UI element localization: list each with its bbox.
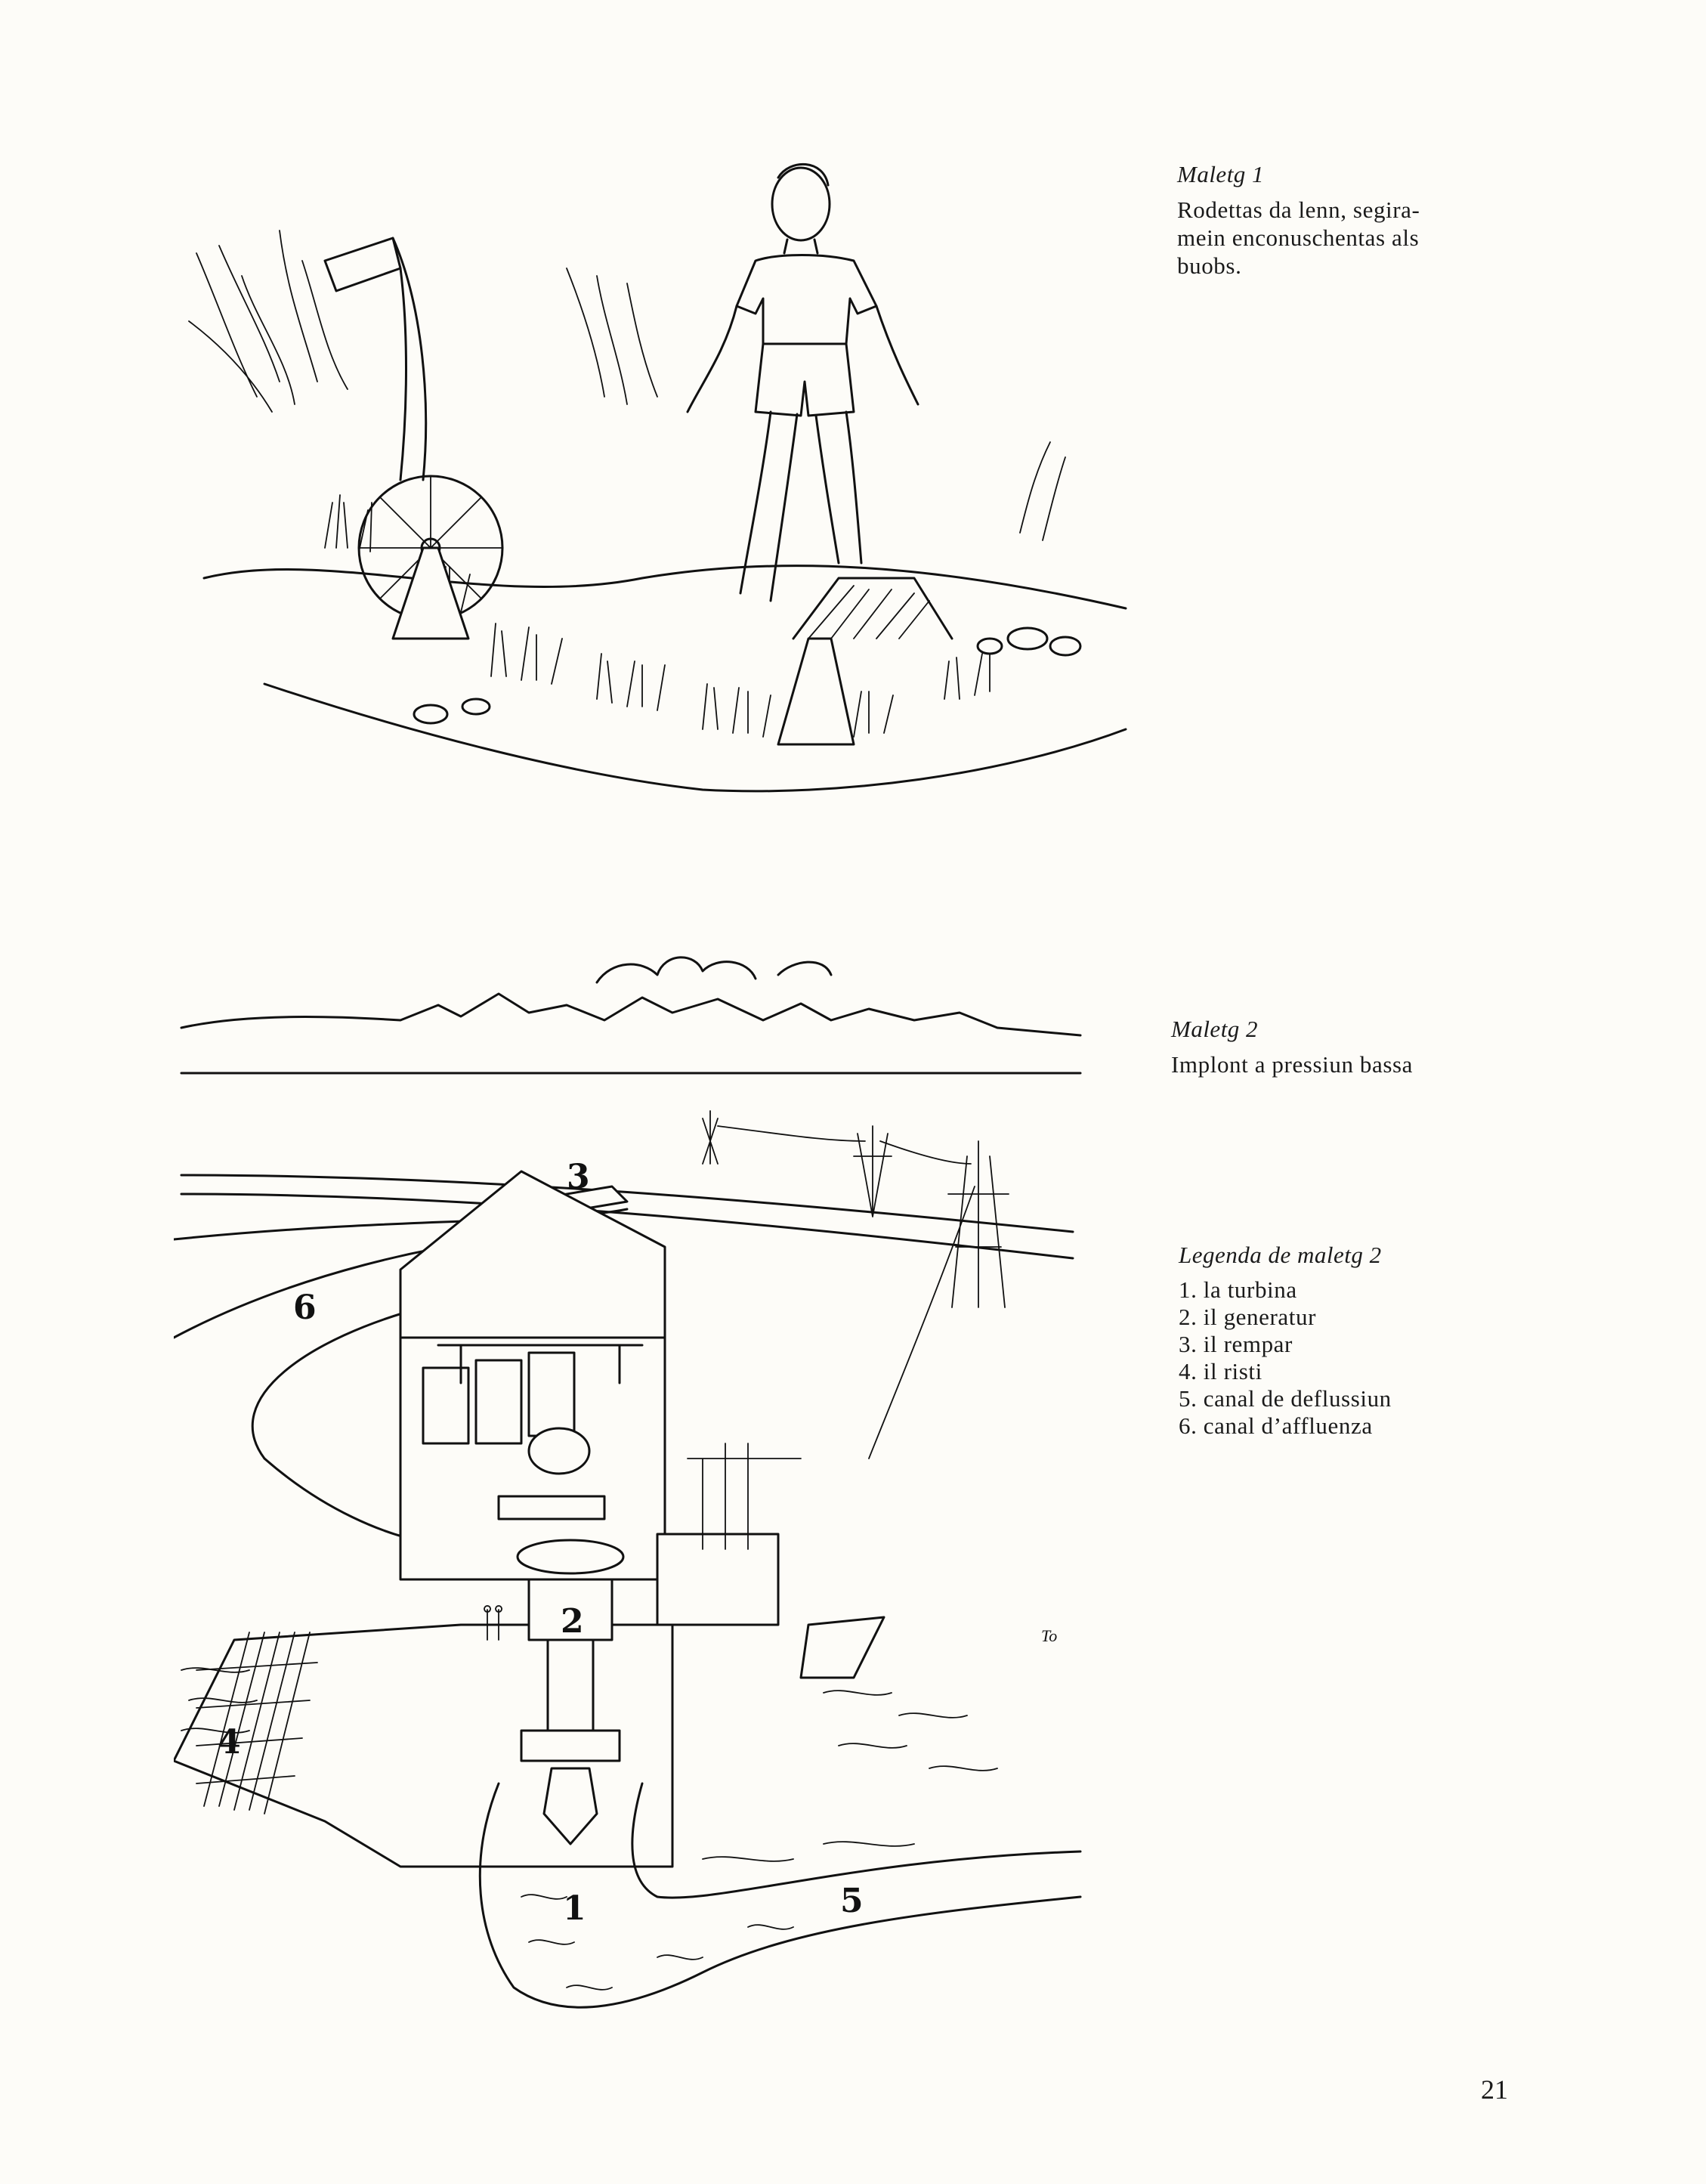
figure2-title: Maletg 2 <box>1171 1016 1259 1042</box>
figure2-caption <box>1171 1015 1564 1078</box>
legend-item: 3. il rempar <box>1179 1331 1293 1357</box>
page-number: 21 <box>1481 2074 1508 2105</box>
legend-item: 2. il generatur <box>1179 1304 1317 1330</box>
legend-item: 1. la turbina <box>1179 1276 1297 1303</box>
boy-figure <box>688 164 918 601</box>
label-4: 4 <box>218 1723 241 1762</box>
artist-signature: To <box>1041 1626 1058 1645</box>
powerhouse <box>400 1171 665 1579</box>
figure2-illustration <box>174 914 1096 2063</box>
legend-list <box>1179 1276 1572 1440</box>
label-3: 3 <box>567 1158 590 1196</box>
legend-item: 6. canal d’affluenza <box>1179 1412 1373 1439</box>
legend-item: 4. il risti <box>1179 1358 1263 1384</box>
figure1-caption-text: Rodettas da lenn, segira- mein enconuschentas als buobs. <box>1177 196 1420 279</box>
water-wheel-left <box>359 476 502 639</box>
figure1-illustration <box>174 155 1156 820</box>
grass-strokes <box>189 230 1065 737</box>
label-1: 1 <box>563 1889 586 1928</box>
label-6: 6 <box>293 1288 317 1327</box>
legend-title: Legenda de maletg 2 <box>1179 1242 1382 1268</box>
figure1-caption <box>1177 160 1570 280</box>
label-5: 5 <box>840 1882 864 1920</box>
label-2: 2 <box>561 1602 584 1641</box>
water-wheel-right <box>778 578 952 744</box>
power-pylons <box>703 1111 1009 1459</box>
figure1-title: Maletg 1 <box>1177 161 1265 187</box>
legend-item: 5. canal de deflussiun <box>1179 1385 1392 1412</box>
figure2-caption-text: Implont a pressiun bassa <box>1171 1051 1414 1078</box>
figure2-legend <box>1179 1241 1572 1440</box>
